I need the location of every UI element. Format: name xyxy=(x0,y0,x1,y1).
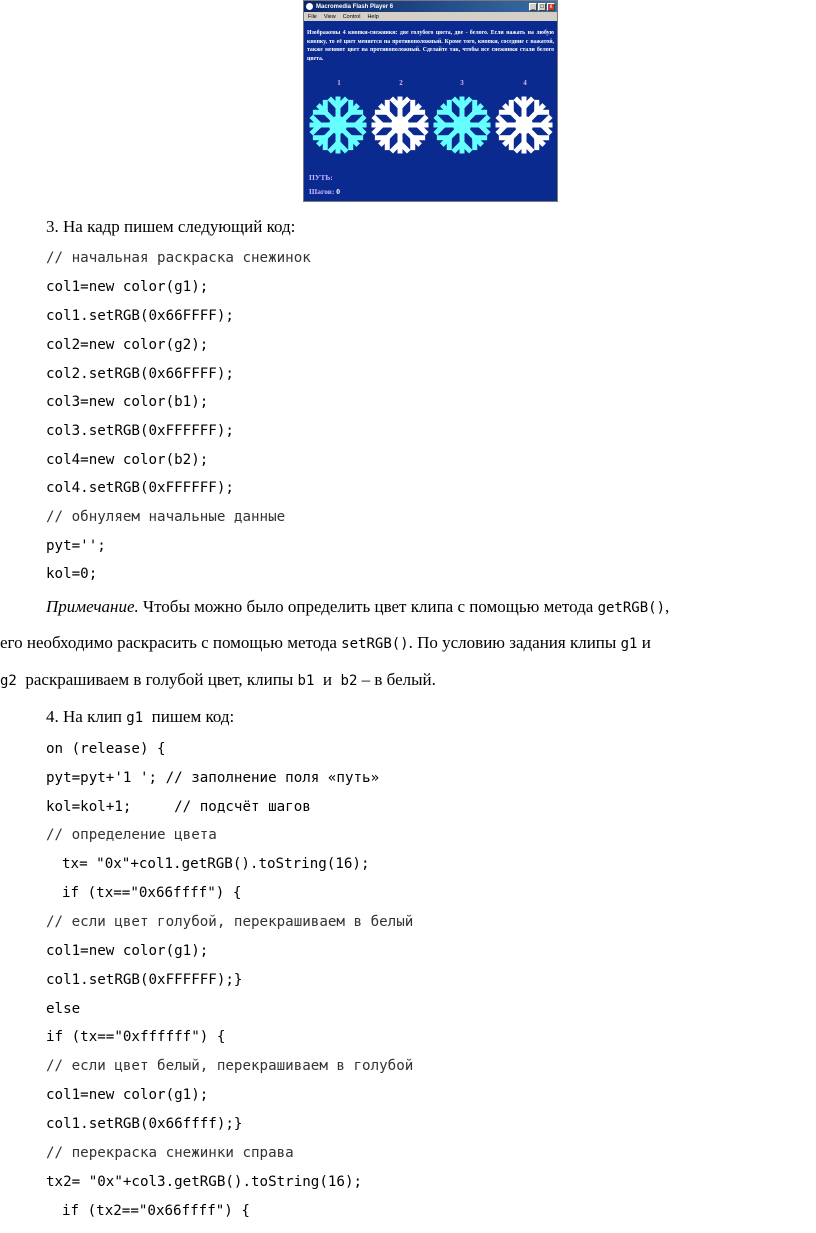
note-code: b1 xyxy=(297,673,315,689)
code-line: else xyxy=(46,1001,81,1017)
menu-control[interactable]: Control xyxy=(342,13,361,20)
close-button[interactable]: x xyxy=(547,3,555,11)
code-line: col1.setRGB(0x66FFFF); xyxy=(46,308,234,324)
snowflake-button-1[interactable] xyxy=(308,95,368,155)
snowflake-button-4[interactable] xyxy=(494,95,554,155)
code-line: col4=new color(b2); xyxy=(46,452,209,468)
path-label: ПУТЬ: xyxy=(309,173,333,182)
steps-label: Шагов: xyxy=(309,187,335,196)
note-code: getRGB() xyxy=(597,600,665,616)
note-label: Примечание. xyxy=(46,597,139,616)
snowflake-center xyxy=(515,116,533,134)
note-code: g2 xyxy=(0,673,17,689)
code-line: on (release) { xyxy=(46,741,166,757)
snowflake-center xyxy=(391,116,409,134)
code-line: // перекраска снежинки справа xyxy=(46,1145,294,1161)
window-title: Macromedia Flash Player 6 xyxy=(316,3,394,10)
code-line: tx= "0x"+col1.getRGB().toString(16); xyxy=(62,856,370,872)
menu-file[interactable]: File xyxy=(308,13,317,20)
menu-view[interactable]: View xyxy=(323,13,336,20)
flake-number-2: 2 xyxy=(399,79,403,87)
code-line: if (tx=="0x66ffff") { xyxy=(62,885,242,901)
window-titlebar xyxy=(304,1,557,12)
snowflake-center xyxy=(329,116,347,134)
flake-number-3: 3 xyxy=(460,79,464,87)
code-line: // если цвет белый, перекрашиваем в голубой xyxy=(46,1058,414,1074)
code-line: col1.setRGB(0x66ffff);} xyxy=(46,1116,243,1132)
code-line: col3.setRGB(0xFFFFFF); xyxy=(46,423,234,439)
note-line-1 xyxy=(46,597,669,617)
minimize-button[interactable]: _ xyxy=(529,3,537,11)
note-code: g1 xyxy=(620,636,638,652)
step-3-heading: 3. На кадр пишем следующий код: xyxy=(46,217,296,236)
code-line: col1.setRGB(0xFFFFFF);} xyxy=(46,972,243,988)
code-line: col2=new color(g2); xyxy=(46,337,209,353)
heading-code: g1 xyxy=(126,710,144,726)
code-line: kol=0; xyxy=(46,566,98,582)
note-text: – в белый. xyxy=(357,670,436,689)
flake-number-1: 1 xyxy=(337,79,341,87)
code-line: col1=new color(g1); xyxy=(46,279,209,295)
code-line: col4.setRGB(0xFFFFFF); xyxy=(46,480,234,496)
code-line: if (tx2=="0x66ffff") { xyxy=(62,1203,250,1219)
note-text: его необходимо раскрасить с помощью метода xyxy=(0,633,342,652)
snowflake-button-2[interactable] xyxy=(370,95,430,155)
note-text: и xyxy=(314,670,341,689)
steps-value: 0 xyxy=(336,187,340,196)
step-4-heading xyxy=(46,707,234,727)
code-line: // определение цвета xyxy=(46,827,217,843)
snowflake-button-3[interactable] xyxy=(432,95,492,155)
flash-player-window xyxy=(303,0,558,202)
code-line: // начальная раскраска снежинок xyxy=(46,250,311,266)
snowflake-center xyxy=(453,116,471,134)
code-line: pyt=pyt+'1 '; // заполнение поля «путь» xyxy=(46,770,380,786)
code-line: pyt=''; xyxy=(46,538,106,554)
steps-counter xyxy=(309,187,340,196)
code-line: tx2= "0x"+col3.getRGB().toString(16); xyxy=(46,1174,363,1190)
flake-number-4: 4 xyxy=(523,79,527,87)
task-description: Изображены 4 кнопки-снежинки: две голубого цвета, две - белого. Если нажать на любую кнопку, то её цвет меняется на противоположный. Кроме того, кнопки, соседние с нажатой, также меняют цвет на противоположный. Сделайте так, чтобы все снежинки стали белого цвета. xyxy=(307,30,554,62)
heading-text: пишем код: xyxy=(143,707,235,726)
note-line-2 xyxy=(0,633,651,653)
code-line: if (tx=="0xffffff") { xyxy=(46,1029,226,1045)
heading-text: 4. На клип xyxy=(46,707,127,726)
flash-app-icon xyxy=(306,3,313,10)
note-text: Чтобы можно было определить цвет клипа с помощью метода xyxy=(138,597,598,616)
code-line: // если цвет голубой, перекрашиваем в белый xyxy=(46,914,414,930)
note-code: b2 xyxy=(340,673,358,689)
note-text: раскрашиваем в голубой цвет, клипы xyxy=(16,670,298,689)
note-text: и xyxy=(637,633,651,652)
maximize-button[interactable]: □ xyxy=(538,3,546,11)
note-text: . По условию задания клипы xyxy=(408,633,621,652)
note-code: setRGB() xyxy=(341,636,409,652)
note-text: , xyxy=(665,597,670,616)
note-line-3 xyxy=(0,670,436,690)
code-line: col3=new color(b1); xyxy=(46,394,209,410)
code-line: col1=new color(g1); xyxy=(46,1087,209,1103)
code-line: kol=kol+1; // подсчёт шагов xyxy=(46,799,311,815)
menu-help[interactable]: Help xyxy=(367,13,379,20)
window-menubar xyxy=(304,12,557,21)
flash-stage xyxy=(304,21,557,201)
code-line: col1=new color(g1); xyxy=(46,943,209,959)
code-line: // обнуляем начальные данные xyxy=(46,509,286,525)
code-line: col2.setRGB(0x66FFFF); xyxy=(46,366,234,382)
